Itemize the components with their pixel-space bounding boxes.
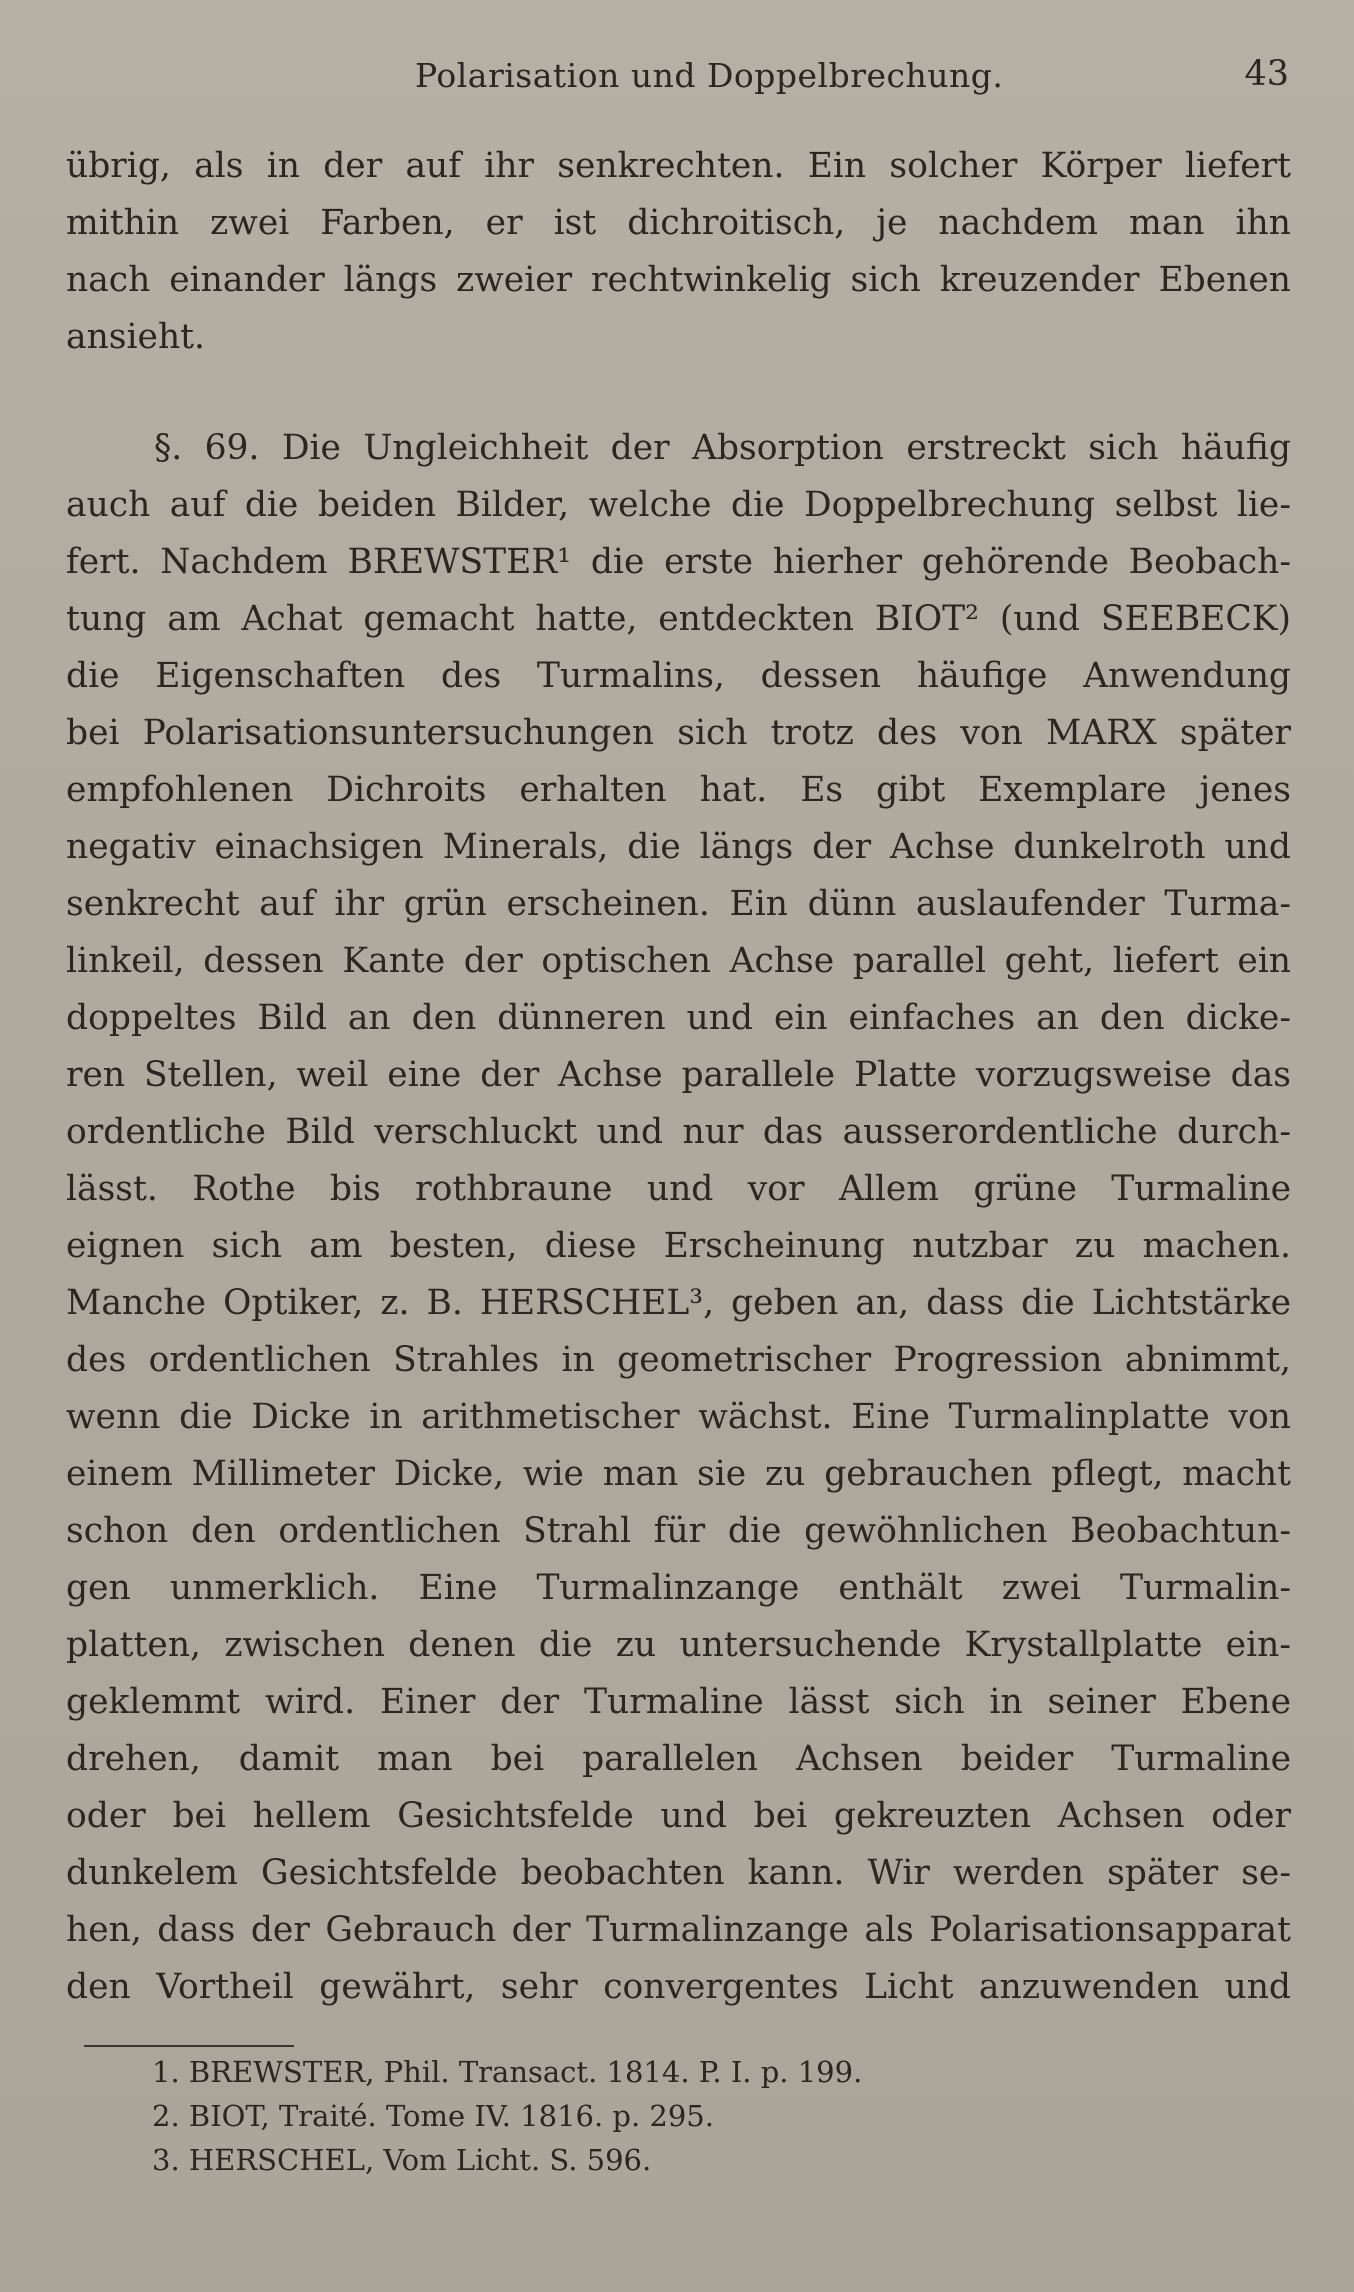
text-line: den Vortheil gewährt, sehr convergentes Licht anzuwenden und [66, 1967, 1291, 2007]
text-line: auch auf die beiden Bilder, welche die Doppelbrechung selbst lie- [66, 485, 1291, 525]
body-text [66, 138, 1291, 2016]
text-line: schon den ordentlichen Strahl für die gewöhnlichen Beobachtun- [66, 1511, 1291, 1551]
text-line: gen unmerklich. Eine Turmalinzange enthält zwei Turmalin- [66, 1568, 1291, 1608]
text-line: ren Stellen, weil eine der Achse parallele Platte vorzugsweise das [66, 1055, 1291, 1095]
page-number: 43 [1244, 54, 1289, 94]
text-line: negativ einachsigen Minerals, die längs der Achse dunkelroth und [66, 827, 1291, 867]
text-line: hen, dass der Gebrauch der Turmalinzange als Polarisationsapparat [66, 1910, 1291, 1950]
text-line: bei Polarisationsuntersuchungen sich trotz des von MARX später [66, 713, 1291, 753]
text-line: doppeltes Bild an den dünneren und ein einfaches an den dicke- [66, 998, 1291, 1038]
text-line: einem Millimeter Dicke, wie man sie zu gebrauchen pflegt, macht [66, 1454, 1291, 1494]
text-line: des ordentlichen Strahles in geometrischer Progression abnimmt, [66, 1340, 1291, 1380]
text-line: fert. Nachdem BREWSTER¹ die erste hierher gehörende Beobach- [66, 542, 1291, 582]
running-head: Polarisation und Doppelbrechung. [415, 56, 1004, 95]
footnote: 1. BREWSTER, Phil. Transact. 1814. P. I. p. 199. [152, 2055, 863, 2089]
text-line: lässt. Rothe bis rothbraune und vor Allem grüne Turmaline [66, 1169, 1291, 1209]
text-line: oder bei hellem Gesichtsfelde und bei gekreuzten Achsen oder [66, 1796, 1291, 1836]
footnotes [152, 2050, 862, 2182]
text-line: die Eigenschaften des Turmalins, dessen häufige Anwendung [66, 656, 1291, 696]
page-header [0, 52, 1354, 112]
paragraph-gap [66, 366, 1291, 420]
text-line: empfohlenen Dichroits erhalten hat. Es gibt Exemplare jenes [66, 770, 1291, 810]
text-line: nach einander längs zweier rechtwinkelig sich kreuzender Ebenen [66, 260, 1291, 300]
paragraph [66, 420, 1291, 2016]
text-line: ordentliche Bild verschluckt und nur das ausserordentliche durch- [66, 1112, 1291, 1152]
text-line: geklemmt wird. Einer der Turmaline lässt sich in seiner Ebene [66, 1682, 1291, 1722]
text-line: wenn die Dicke in arithmetischer wächst. Eine Turmalinplatte von [66, 1397, 1291, 1437]
text-line: Manche Optiker, z. B. HERSCHEL³, geben an, dass die Lichtstärke [66, 1283, 1291, 1323]
footnote-rule [84, 2045, 294, 2047]
text-line: mithin zwei Farben, er ist dichroitisch, je nachdem man ihn [66, 203, 1291, 243]
paragraph [66, 138, 1291, 366]
text-line: tung am Achat gemacht hatte, entdeckten BIOT² (und SEEBECK) [66, 599, 1291, 639]
footnote: 3. HERSCHEL, Vom Licht. S. 596. [152, 2143, 652, 2177]
text-line: linkeil, dessen Kante der optischen Achse parallel geht, liefert ein [66, 941, 1291, 981]
text-line: dunkelem Gesichtsfelde beobachten kann. Wir werden später se- [66, 1853, 1291, 1893]
footnote: 2. BIOT, Traité. Tome IV. 1816. p. 295. [152, 2099, 714, 2133]
text-line: eignen sich am besten, diese Erscheinung nutzbar zu machen. [66, 1226, 1291, 1266]
text-line: senkrecht auf ihr grün erscheinen. Ein dünn auslaufender Turma- [66, 884, 1291, 924]
text-line: drehen, damit man bei parallelen Achsen beider Turmaline [66, 1739, 1291, 1779]
text-line: platten, zwischen denen die zu untersuchende Krystallplatte ein- [66, 1625, 1291, 1665]
text-line: §. 69. Die Ungleichheit der Absorption erstreckt sich häufig [154, 428, 1291, 468]
text-line: übrig, als in der auf ihr senkrechten. Ein solcher Körper liefert [66, 146, 1291, 186]
text-line: ansieht. [66, 317, 205, 357]
